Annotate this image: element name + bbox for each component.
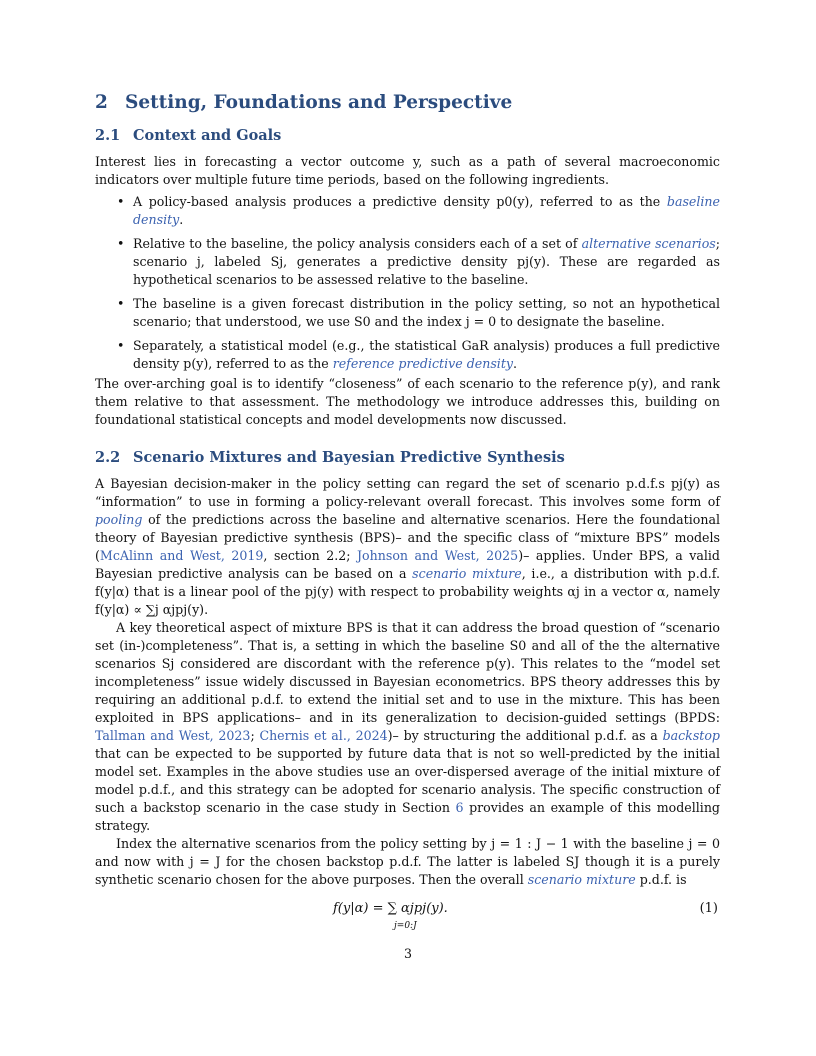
equation-number: (1)	[699, 901, 718, 916]
equation-sum-index: j=0:J	[394, 921, 417, 931]
equation-body: f(y|α) = ∑ αjpj(y).	[333, 901, 448, 916]
subsection-heading-mixtures	[95, 449, 720, 466]
list-item: • A policy-based analysis produces a predictive density p0(y), referred to as the baseline density.	[117, 193, 720, 229]
term-link[interactable]: backstop	[662, 728, 720, 743]
section-number: 2	[95, 92, 108, 113]
citation-link[interactable]: Tallman and West, 2023	[95, 728, 251, 743]
citation-link[interactable]: Johnson and West, 2025	[357, 548, 519, 563]
ingredients-list	[95, 193, 720, 373]
subsection-heading-context	[95, 127, 720, 144]
list-item: • Relative to the baseline, the policy analysis considers each of a set of alternative scenarios; scenario j, labeled Sj, generates a predictive density pj(y). These are regarded as hypothetical scenarios to be assessed relative to the baseline.	[117, 235, 720, 289]
term-link[interactable]: reference predictive density	[332, 356, 514, 371]
term-link[interactable]: alternative scenarios	[581, 236, 716, 251]
page-number: 3	[403, 946, 412, 961]
section-ref-link[interactable]: 6	[455, 800, 464, 815]
section-heading	[95, 92, 720, 113]
term-link[interactable]: pooling	[95, 512, 143, 527]
equation-1	[95, 899, 720, 939]
term-link[interactable]: baseline density	[133, 194, 720, 227]
subsection-number: 2.1	[95, 127, 121, 144]
paragraph-bps: A Bayesian decision-maker in the policy setting can regard the set of scenario p.d.f.s pj(y) as “information” to use in forming a policy-relevant overall forecast. This involves some form of pooling of the predictions across the baseline and alternative scenarios. Here the foundational theory of Bayesian predictive synthesis (BPS)– and the specific class of “mixture BPS” models (McAlinn and West, 2019, section 2.2; Johnson and West, 2025)– applies. Under BPS, a valid Bayesian predictive analysis can be based on a scenario mixture, i.e., a distribution with p.d.f. f(y|α) that is a linear pool of the pj(y) with respect to probability weights αj in a vector α, namely f(y|α) ∝ ∑j αjpj(y).	[95, 476, 720, 617]
goal-paragraph: The over-arching goal is to identify “closeness” of each scenario to the reference p(y), and rank them relative to that assessment. The methodology we introduce addresses this, building on foundational statistical concepts and model developments now discussed.	[95, 376, 720, 427]
section-title: Setting, Foundations and Perspective	[125, 92, 513, 113]
paragraph-index: Index the alternative scenarios from the policy setting by j = 1 : J − 1 with the baseline j = 0 and now with j = J for the chosen backstop p.d.f. The latter is labeled SJ though it is a purely synthetic scenario chosen for the above purposes. Then the overall scenario mixture p.d.f. is	[95, 836, 720, 887]
citation-link[interactable]: McAlinn and West, 2019	[99, 548, 264, 563]
list-item: • Separately, a statistical model (e.g., the statistical GaR analysis) produces a full predictive density p(y), referred to as the reference predictive density.	[117, 337, 720, 373]
subsection-number: 2.2	[95, 449, 121, 466]
subsection-title: Scenario Mixtures and Bayesian Predictive Synthesis	[133, 449, 565, 466]
term-link[interactable]: scenario mixture	[412, 566, 522, 581]
page-body	[95, 92, 720, 939]
list-item: • The baseline is a given forecast distribution in the policy setting, so not an hypothetical scenario; that understood, we use S0 and the index j = 0 to designate the baseline.	[117, 295, 720, 331]
intro-paragraph: Interest lies in forecasting a vector outcome y, such as a path of several macroeconomic indicators over multiple future time periods, based on the following ingredients.	[95, 154, 720, 187]
term-link[interactable]: scenario mixture	[527, 872, 636, 887]
citation-link[interactable]: Chernis et al., 2024	[259, 728, 388, 743]
paragraph-completeness: A key theoretical aspect of mixture BPS is that it can address the broad question of “scenario set (in-)completeness”. That is, a setting in which the baseline S0 and all of the the alternative scenarios Sj considered are discordant with the reference p(y). This relates to the “model set incompleteness” issue widely discussed in Bayesian econometrics. BPS theory addresses this by requiring an additional p.d.f. to extend the initial set and to use in the mixture. This has been exploited in BPS applications– and in its generalization to decision-guided settings (BPDS: Tallman and West, 2023; Chernis et al., 2024)– by structuring the additional p.d.f. as a backstop that can be expected to be supported by future data that is not so well-predicted by the initial model set. Examples in the above studies use an over-dispersed average of the initial mixture of model p.d.f., and this strategy can be adopted for scenario analysis. The specific construction of such a backstop scenario in the case study in Section 6 provides an example of this modelling strategy.	[95, 620, 720, 833]
subsection-title: Context and Goals	[133, 127, 282, 144]
